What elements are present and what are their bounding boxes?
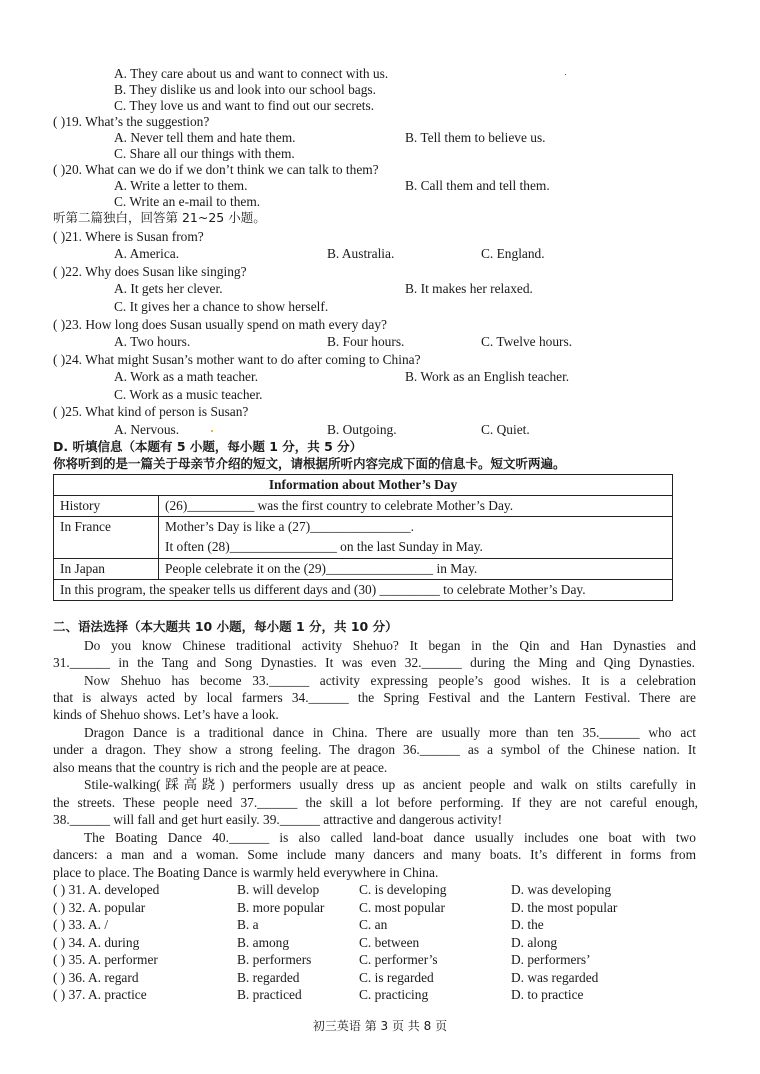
q31-option-b: B. will develop <box>237 882 320 897</box>
q34-option-a: ( ) 34. A. during <box>53 935 140 950</box>
japan-label: In Japan <box>54 559 159 580</box>
q37-option-a: ( ) 37. A. practice <box>53 987 147 1002</box>
passage-line-1: Do you know Chinese traditional activity Shehuo? It began in the Qin and Han Dynasties and <box>84 638 696 653</box>
passage-line-13: dancers: a man and a woman. Some include many dancers and many boats. It’s different in forms from <box>53 847 696 862</box>
section-d-instruction: 你将听到的是一篇关于母亲节介绍的短文，请根据所听内容完成下面的信息卡。短文听两遍。 <box>53 456 566 471</box>
q36-option-b: B. regarded <box>237 970 300 985</box>
q35-option-a: ( ) 35. A. performer <box>53 952 158 967</box>
monologue2-instruction: 听第二篇独白，回答第 21~25 小题。 <box>53 210 266 225</box>
q21-option-b: B. Australia. <box>327 246 395 261</box>
q19-option-b: B. Tell them to believe us. <box>405 130 546 145</box>
q33-option-a: ( ) 33. A. / <box>53 917 109 932</box>
q35-option-b: B. performers <box>237 952 312 967</box>
page-footer: 初三英语 第 3 页 共 8 页 <box>312 1019 448 1033</box>
passage-line-10: the streets. These people need 37.______ the skill a lot before performing. If they are not careful enough, <box>53 795 698 810</box>
passage-line-5: kinds of Shehuo shows. Let’s have a look. <box>53 707 279 722</box>
q19-stem: ( )19. What’s the suggestion? <box>53 114 210 129</box>
q31-option-c: C. is developing <box>359 882 447 897</box>
q21-option-a: A. America. <box>114 246 180 261</box>
section-d-heading: D. 听填信息（本题有 5 小题，每小题 1 分，共 5 分） <box>53 439 363 454</box>
q33-option-c: C. an <box>359 917 388 932</box>
q31-option-d: D. was developing <box>511 882 612 897</box>
q25-stem: ( )25. What kind of person is Susan? <box>53 404 249 419</box>
q36-option-c: C. is regarded <box>359 970 434 985</box>
q20-stem: ( )20. What can we do if we don’t think we can talk to them? <box>53 162 379 177</box>
q18-option-a: A. They care about us and want to connect with us. <box>114 66 389 81</box>
q32-option-a: ( ) 32. A. popular <box>53 900 146 915</box>
q22-option-a: A. It gets her clever. <box>114 281 223 296</box>
passage-line-3: Now Shehuo has become 33.______ activity expressing people’s good wishes. It is a celebration <box>84 673 696 688</box>
q35-option-d: D. performers’ <box>511 952 591 967</box>
passage-line-12: The Boating Dance 40.______ is also called land-boat dance usually includes one boat with two <box>84 830 696 845</box>
blank-28-field[interactable]: It often (28)________________ on the last Sunday in May. <box>165 539 483 554</box>
q34-option-c: C. between <box>359 935 420 950</box>
france-cell <box>159 517 673 559</box>
q22-stem: ( )22. Why does Susan like singing? <box>53 264 247 279</box>
q24-option-c: C. Work as a music teacher. <box>114 387 263 402</box>
history-label: History <box>54 496 159 517</box>
q25-option-b: B. Outgoing. <box>327 422 397 437</box>
passage-line-7: under a dragon. They show a strong feeling. The dragon 36.______ as a symbol of the Chinese nation. It <box>53 742 696 757</box>
blank-27-field[interactable]: Mother’s Day is like a (27)_______________. <box>165 519 414 534</box>
ink-speck <box>211 430 213 432</box>
q23-option-a: A. Two hours. <box>114 334 191 349</box>
mothers-day-info-card <box>53 474 673 601</box>
q33-option-b: B. a <box>237 917 259 932</box>
france-label: In France <box>54 517 159 559</box>
passage-line-6: Dragon Dance is a traditional dance in China. There are usually more than ten 35.______ who act <box>84 725 696 740</box>
q24-option-b: B. Work as an English teacher. <box>405 369 570 384</box>
passage-line-9: Stile-walking(踩高跷) performers usually dress up as ancient people and walk on stilts carefully in <box>84 777 696 792</box>
q37-option-c: C. practicing <box>359 987 429 1002</box>
passage-line-11: 38.______ will fall and get hurt easily. 39.______ attractive and dangerous activity! <box>53 812 503 827</box>
q23-stem: ( )23. How long does Susan usually spend on math every day? <box>53 317 387 332</box>
q32-option-c: C. most popular <box>359 900 445 915</box>
passage-line-8: also means that the country is rich and the people are at peace. <box>53 760 388 775</box>
passage-line-4: that is always acted by local farmers 34.______ the Spring Festival and the Lantern Festival. There are <box>53 690 696 705</box>
passage-line-2: 31.______ in the Tang and Song Dynasties. It was even 32.______ during the Ming and Qing Dynasties. <box>53 655 695 670</box>
speck-mark <box>565 74 566 75</box>
q34-option-b: B. among <box>237 935 290 950</box>
blank-30-field[interactable]: In this program, the speaker tells us different days and (30) _________ to celebrate Mother’s Day. <box>54 580 673 601</box>
q18-option-c: C. They love us and want to find out our secrets. <box>114 98 375 113</box>
info-card-title: Information about Mother’s Day <box>54 475 673 496</box>
q23-option-c: C. Twelve hours. <box>481 334 573 349</box>
q21-stem: ( )21. Where is Susan from? <box>53 229 204 244</box>
q23-option-b: B. Four hours. <box>327 334 405 349</box>
q25-option-c: C. Quiet. <box>481 422 530 437</box>
q32-option-b: B. more popular <box>237 900 325 915</box>
blank-29-field[interactable]: People celebrate it on the (29)________________ in May. <box>159 559 673 580</box>
q32-option-d: D. the most popular <box>511 900 618 915</box>
q33-option-d: D. the <box>511 917 544 932</box>
q36-option-a: ( ) 36. A. regard <box>53 970 139 985</box>
q20-option-b: B. Call them and tell them. <box>405 178 550 193</box>
passage-line-14: place to place. The Boating Dance is warmly held everywhere in China. <box>53 865 439 880</box>
q20-option-c: C. Write an e-mail to them. <box>114 194 261 209</box>
q21-option-c: C. England. <box>481 246 545 261</box>
q19-option-a: A. Never tell them and hate them. <box>114 130 296 145</box>
q25-option-a: A. Nervous. <box>114 422 180 437</box>
q19-option-c: C. Share all our things with them. <box>114 146 295 161</box>
q18-option-b: B. They dislike us and look into our school bags. <box>114 82 376 97</box>
q24-option-a: A. Work as a math teacher. <box>114 369 259 384</box>
section-2-heading: 二、语法选择（本大题共 10 小题，每小题 1 分，共 10 分） <box>53 619 398 634</box>
q36-option-d: D. was regarded <box>511 970 599 985</box>
q37-option-d: D. to practice <box>511 987 584 1002</box>
q35-option-c: C. performer’s <box>359 952 438 967</box>
q22-option-b: B. It makes her relaxed. <box>405 281 533 296</box>
blank-26-field[interactable]: (26)__________ was the first country to celebrate Mother’s Day. <box>159 496 673 517</box>
q20-option-a: A. Write a letter to them. <box>114 178 248 193</box>
q34-option-d: D. along <box>511 935 558 950</box>
q31-option-a: ( ) 31. A. developed <box>53 882 160 897</box>
q22-option-c: C. It gives her a chance to show herself. <box>114 299 329 314</box>
q24-stem: ( )24. What might Susan’s mother want to do after coming to China? <box>53 352 421 367</box>
q37-option-b: B. practiced <box>237 987 302 1002</box>
